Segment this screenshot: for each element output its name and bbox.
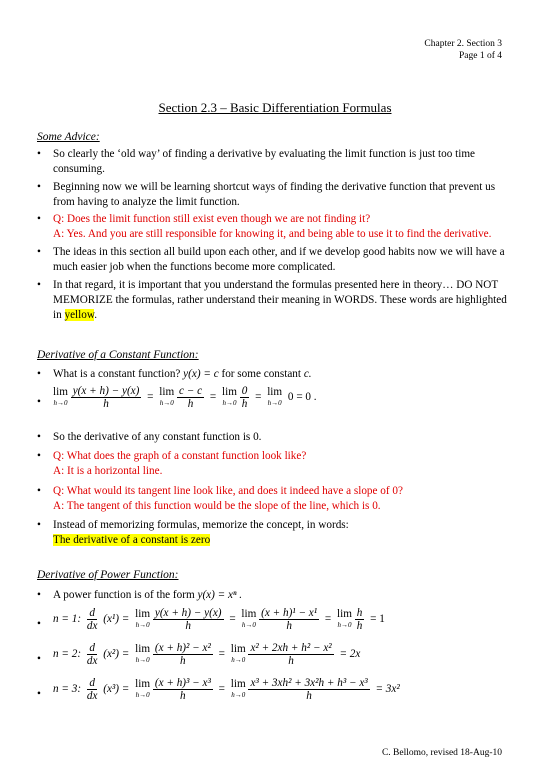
list-item-question: • Q: What would its tangent line look like, and does it indeed have a slope of 0? A: The tangent of this function would be the slope of the line, which is 0. (37, 485, 403, 512)
page-number: Page 1 of 4 (458, 51, 502, 61)
constant-heading: Derivative of a Constant Function: (37, 349, 199, 361)
power-n2-formula: • n = 2: $\frac{d}{dx}$ (x²) = lim h→0 $\frac{\text{(x + h)² − x²}}{h}$ = lim h→0 $\frac{\text{x² + 2xh + h² − x²}}{h}$ = 2x (37, 642, 361, 667)
chapter-label: Chapter 2. Section 3 (424, 39, 502, 49)
list-item: • So clearly the ‘old way’ of finding a derivative by evaluating the limit function is just too time consuming. (37, 148, 476, 175)
list-item-question: • Q: What does the graph of a constant function look like? A: It is a horizontal line. (37, 450, 307, 477)
power-heading: Derivative of Power Function: (37, 569, 179, 581)
footer-credit: C. Bellomo, revised 18-Aug-10 (381, 748, 502, 758)
list-item: • Instead of memorizing formulas, memorize the concept, in words: The derivative of a constant is zero (37, 519, 349, 546)
list-item: • So the derivative of any constant function is 0. (37, 431, 262, 443)
list-item: • The ideas in this section all build upon each other, and if we develop good habits now we will have a much easier job when the functions become more complicated. (37, 246, 505, 273)
power-n3-formula: • n = 3: $\frac{d}{dx}$ (x³) = lim h→0 $\frac{\text{(x + h)³ − x³}}{h}$ = lim h→0 $\frac{\text{x³ + 3xh² + 3x²h + h³ − x³}}{h}$ = 3x² (37, 677, 400, 702)
page-title: Section 2.3 – Basic Differentiation Formulas (158, 100, 392, 115)
list-item: • A power function is of the form y(x) = xⁿ . (37, 589, 243, 601)
list-item: • In that regard, it is important that you understand the formulas presented here in theory… DO NOT MEMORIZE the formulas, rather understand their meaning in WORDS. These words are highlighted in yellow. (37, 279, 507, 321)
list-item: • Beginning now we will be learning shortcut ways of finding the derivative function that prevent us from having to analyze the limit function. (37, 181, 496, 208)
power-n1-formula: • n = 1: $\frac{d}{dx}$ (x¹) = lim h→0 $\frac{y(x + h) - y(x)}{h}$ = lim h→0 $\frac{\text{(x + h)¹ − x¹}}{h}$ = lim h→0 $\frac{h}{h}$ = 1 (37, 607, 385, 632)
highlight-yellow: The derivative of a constant is zero (53, 534, 211, 546)
highlight-yellow: yellow (64, 309, 95, 321)
advice-heading: Some Advice: (37, 131, 100, 143)
list-item-question: • Q: Does the limit function still exist even though we are not finding it? A: Yes. And you are still responsible for knowing it, and being able to use it to find the derivative. (37, 213, 492, 240)
constant-limit-formula: • lim h→0 $\frac{y(x + h) - y(x)}{h}$ = lim h→0 $\frac{c - c}{h}$ = lim h→0 $\frac{0}{h}$ = lim h→0 0 = 0 . (37, 385, 317, 410)
list-item: • What is a constant function? y(x) = c for some constant c. (37, 368, 312, 380)
